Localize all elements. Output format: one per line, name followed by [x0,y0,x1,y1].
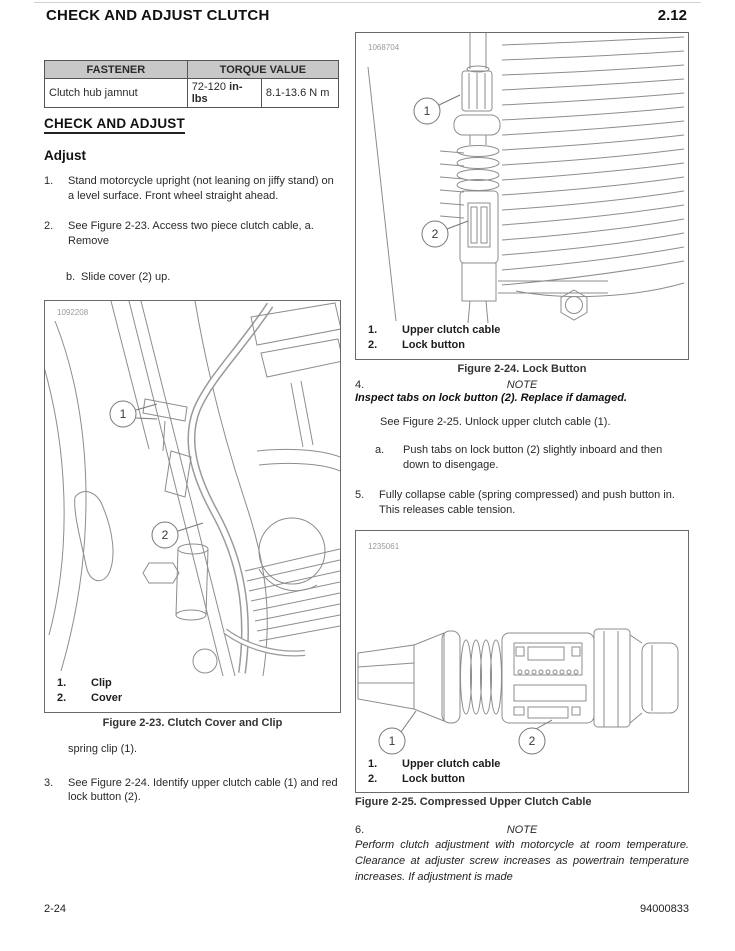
page-footer [44,903,689,915]
legend-item [368,757,688,772]
callout-2-number: 2 [431,227,439,241]
step-3-text: See Figure 2-24. Identify upper clutch cable (1) and red lock button (2). [68,776,338,804]
adjust-subheading: Adjust [44,148,86,163]
torque-inlbs-value: 72-120 [191,81,230,93]
torque-inlbs-cell [187,79,261,108]
figure-2-25-caption: Figure 2-25. Compressed Upper Clutch Cable [355,796,592,809]
step-1-text: Stand motorcycle upright (not leaning on jiffy stand) on a level surface. Front wheel straight ahead. [68,175,334,202]
torque-inlbs-unit: in-lbs [191,81,243,105]
section-heading [44,116,341,134]
figure-2-24-box [355,32,689,360]
note-label: NOTE [506,378,538,391]
step-2b [66,270,341,285]
figure-2-24-id: 1068704 [368,43,400,52]
legend-item-label: Cover [91,692,123,705]
legend-item-number: 2. [368,339,378,352]
figure-2-23-caption: Figure 2-23. Clutch Cover and Clip [102,716,283,729]
step-2a-continuation: spring clip (1). [68,742,138,755]
legend-item-number: 2. [368,772,378,785]
step-5-text: Fully collapse cable (spring compressed) and push button in. This releases cable tension. [379,488,675,516]
torque-table [44,60,339,108]
step-1 [44,174,341,204]
callout-2-number: 2 [528,733,536,748]
step-4a-text: Push tabs on lock button (2) slightly inboard and then down to disengage. [403,443,663,471]
legend-item-label: Lock button [402,339,465,352]
step-4-note-row [355,379,689,391]
callout-1-number: 1 [388,733,396,748]
section-heading-text: CHECK AND ADJUST [44,116,185,134]
figure-2-23-id: 1092208 [57,307,89,317]
figure-2-24-caption: Figure 2-24. Lock Button [457,362,587,375]
figure-2-25-drawing [356,531,688,757]
step-6-number: 6. [355,824,365,837]
figure-2-23-box [44,300,341,713]
figure-2-24-drawing [356,33,688,323]
callout-1-number: 1 [119,406,127,421]
right-column [355,32,689,886]
callout-2-number: 2 [161,527,169,542]
step-2b-letter: b. [66,270,76,283]
page-header [46,7,687,24]
step-4a-letter: a. [375,443,385,456]
legend-item-label: Clip [91,676,112,689]
torque-nm-cell: 8.1-13.6 N m [261,79,338,108]
torque-col-fastener: FASTENER [45,61,188,79]
step-2b-text: Slide cover (2) up. [81,270,171,283]
part-number: 94000833 [640,903,689,915]
legend-item-number: 1. [57,676,67,689]
step-1-number: 1. [44,175,54,187]
callout-1-number: 1 [423,104,431,118]
step-6-note-text: Perform clutch adjustment with motorcycle at room temperature. Clearance at adjuster screw increases as powertrain temperature increases. If adjustment is made [355,839,689,884]
step-5-number: 5. [355,488,365,501]
page-top-rule [34,2,701,3]
torque-col-value: TORQUE VALUE [187,61,338,79]
step-6-note-row [355,824,689,836]
step-4-body: See Figure 2-25. Unlock upper clutch cable (1). [380,415,611,428]
legend-item [368,772,688,787]
section-number: 2.12 [657,7,687,24]
note-label: NOTE [506,824,538,837]
legend-item-number: 2. [57,692,67,705]
step-2-number: 2. [44,219,54,232]
page-title: CHECK AND ADJUST CLUTCH [46,7,270,24]
torque-table-row [45,79,339,108]
figure-2-23-legend [45,676,340,712]
step-2-text: See Figure 2-23. Access two piece clutch cable, a. Remove [68,219,314,247]
legend-item [57,676,340,691]
left-column [44,60,341,805]
legend-item-label: Upper clutch cable [402,757,501,770]
legend-item-label: Upper clutch cable [402,324,501,336]
figure-2-24-legend [356,323,688,359]
step-4a [375,443,689,473]
legend-item-number: 1. [368,324,378,336]
torque-fastener-cell: Clutch hub jamnut [45,79,188,108]
legend-item-label: Lock button [402,772,465,785]
legend-item [368,338,688,353]
step-5 [355,488,689,518]
legend-item [368,323,688,338]
figure-2-25-legend [356,757,688,793]
legend-item-number: 1. [368,757,378,770]
figure-2-23-drawing [45,301,340,676]
torque-table-header-row [45,61,339,79]
figure-2-25-id: 1235061 [368,541,400,551]
figure-2-25-box [355,530,689,794]
legend-item [57,691,340,706]
step-4-note-text: Inspect tabs on lock button (2). Replace if damaged. [355,391,627,404]
step-4-number: 4. [355,378,365,391]
step-3 [44,776,341,806]
step-3-number: 3. [44,776,54,789]
step-2 [44,219,341,249]
page-number: 2-24 [44,903,67,915]
